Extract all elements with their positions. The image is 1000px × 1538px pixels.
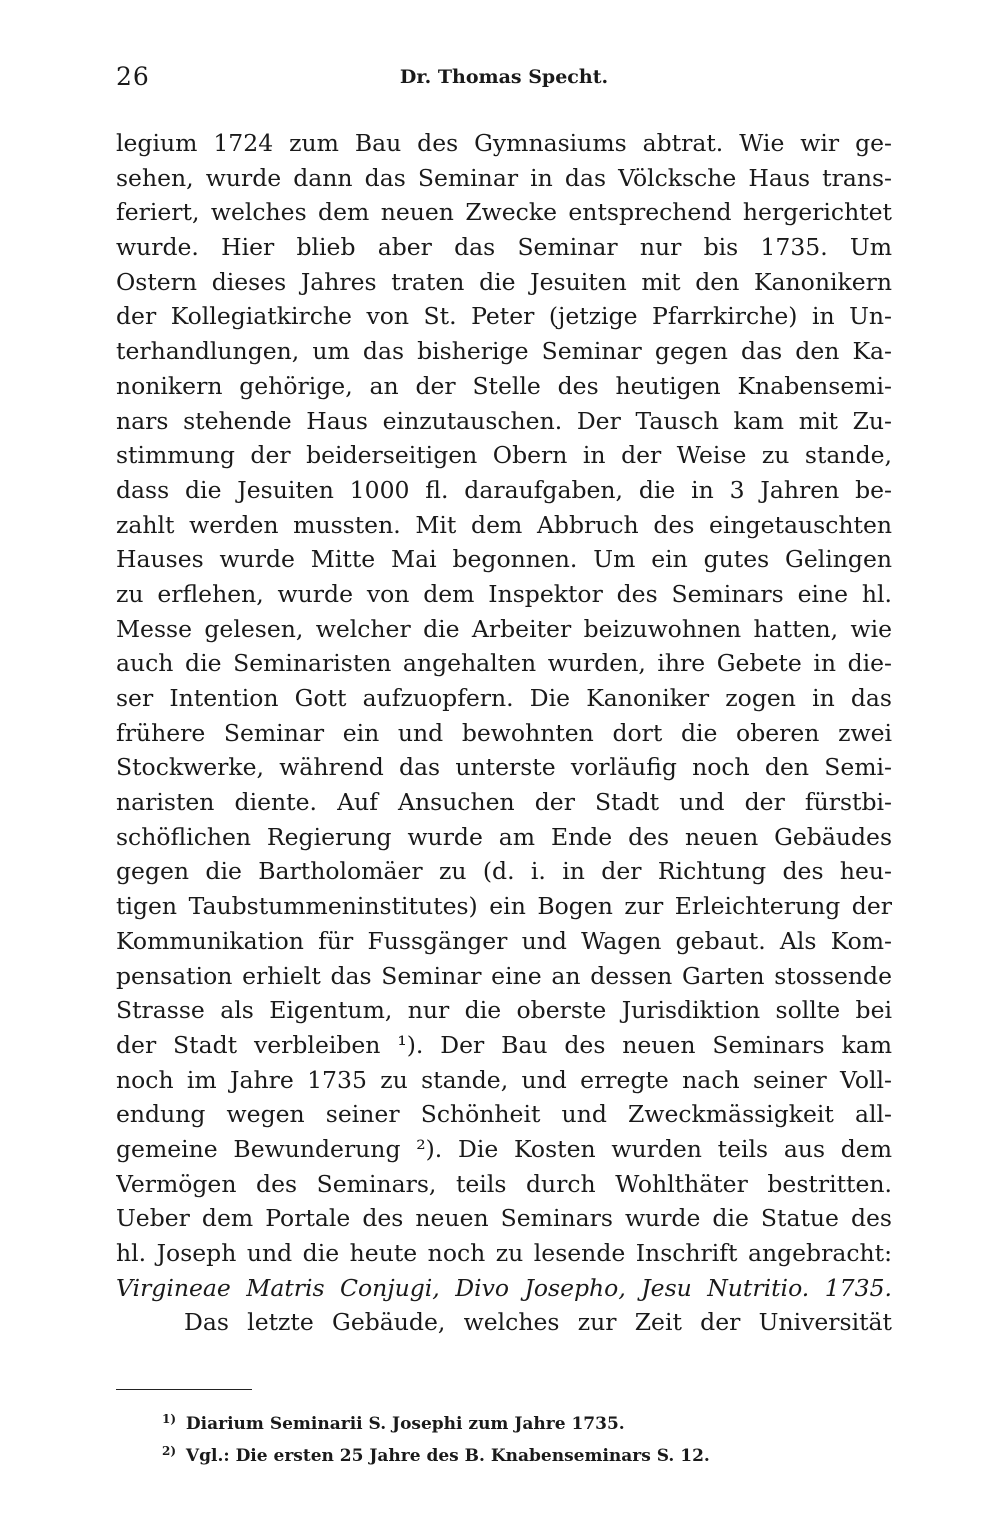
text-line: Stockwerke, während das unterste vorläufig noch den Semi- xyxy=(116,753,892,782)
text-line: endung wegen seiner Schönheit und Zweckmässigkeit all- xyxy=(116,1100,892,1129)
page-number: 26 xyxy=(116,62,150,91)
text-line: Ostern dieses Jahres traten die Jesuiten mit den Kanonikern xyxy=(116,267,892,296)
text-line: Messe gelesen, welcher die Arbeiter beizuwohnen hatten, wie xyxy=(116,614,892,643)
text-line: zu erflehen, wurde von dem Inspektor des Seminars eine hl. xyxy=(116,579,892,608)
page-header xyxy=(116,62,892,98)
text-line: noch im Jahre 1735 zu stande, und erregte nach seiner Voll- xyxy=(116,1065,892,1094)
text-line: stimmung der beiderseitigen Obern in der Weise zu stande, xyxy=(116,441,892,470)
footnote xyxy=(162,1435,880,1467)
footnote-divider xyxy=(116,1389,252,1390)
text-line: sehen, wurde dann das Seminar in das Völcksche Haus trans- xyxy=(116,163,892,192)
text-line: naristen diente. Auf Ansuchen der Stadt und der fürstbi- xyxy=(116,788,892,817)
paragraph-start-line: Das letzte Gebäude, welches zur Zeit der Universität xyxy=(184,1308,892,1337)
text-line: Strasse als Eigentum, nur die oberste Jurisdiktion sollte bei xyxy=(116,996,892,1025)
text-line: legium 1724 zum Bau des Gymnasiums abtrat. Wie wir ge- xyxy=(116,129,892,157)
text-line: ser Intention Gott aufzuopfern. Die Kanoniker zogen in das xyxy=(116,684,892,712)
text-line: Hauses wurde Mitte Mai begonnen. Um ein gutes Gelingen xyxy=(116,545,892,574)
text-line: Kommunikation für Fussgänger und Wagen gebaut. Als Kom- xyxy=(116,926,892,955)
text-line: feriert, welches dem neuen Zwecke entsprechend hergerichtet xyxy=(116,198,892,227)
footnote-text: Vgl.: Die ersten 25 Jahre des B. Knabenseminars S. 12. xyxy=(185,1446,710,1466)
footnote-mark: 1) xyxy=(162,1412,177,1426)
text-line: nars stehende Haus einzutauschen. Der Tausch kam mit Zu- xyxy=(116,406,892,435)
text-line: tigen Taubstummeninstitutes) ein Bogen zur Erleichterung der xyxy=(116,892,892,921)
body-text xyxy=(116,126,892,1340)
text-line: der Kollegiatkirche von St. Peter (jetzige Pfarrkirche) in Un- xyxy=(116,302,892,331)
text-line: Ueber dem Portale des neuen Seminars wurde die Statue des xyxy=(116,1204,892,1233)
text-line: zahlt werden mussten. Mit dem Abbruch des eingetauschten xyxy=(116,510,892,539)
footnote xyxy=(162,1403,880,1435)
text-line: frühere Seminar ein und bewohnten dort die oberen zwei xyxy=(116,718,892,747)
footnote-text: Diarium Seminarii S. Josephi zum Jahre 1735. xyxy=(185,1414,625,1434)
text-line: gegen die Bartholomäer zu (d. i. in der Richtung des heu- xyxy=(116,857,892,886)
text-line: der Stadt verbleiben ¹). Der Bau des neuen Seminars kam xyxy=(116,1030,892,1059)
text-line: dass die Jesuiten 1000 fl. daraufgaben, die in 3 Jahren be- xyxy=(116,475,892,504)
text-line: auch die Seminaristen angehalten wurden, ihre Gebete in die- xyxy=(116,649,892,678)
text-line: terhandlungen, um das bisherige Seminar gegen das den Ka- xyxy=(116,337,892,366)
footnote-mark: 2) xyxy=(162,1444,177,1458)
text-line: wurde. Hier blieb aber das Seminar nur bis 1735. Um xyxy=(116,233,892,262)
running-title: Dr. Thomas Specht. xyxy=(399,66,609,88)
inscription-line: Virgineae Matris Conjugi, Divo Josepho, Jesu Nutritio. 1735. xyxy=(116,1273,892,1302)
text-line: schöflichen Regierung wurde am Ende des neuen Gebäudes xyxy=(116,822,892,851)
text-line: gemeine Bewunderung ²). Die Kosten wurden teils aus dem xyxy=(116,1134,892,1163)
text-line: hl. Joseph und die heute noch zu lesende Inschrift angebracht: xyxy=(116,1239,892,1267)
footnotes xyxy=(162,1403,880,1467)
text-line: Vermögen des Seminars, teils durch Wohlthäter bestritten. xyxy=(116,1169,892,1198)
text-line: pensation erhielt das Seminar eine an dessen Garten stossende xyxy=(116,961,892,990)
text-line: nonikern gehörige, an der Stelle des heutigen Knabensemi- xyxy=(116,371,892,400)
